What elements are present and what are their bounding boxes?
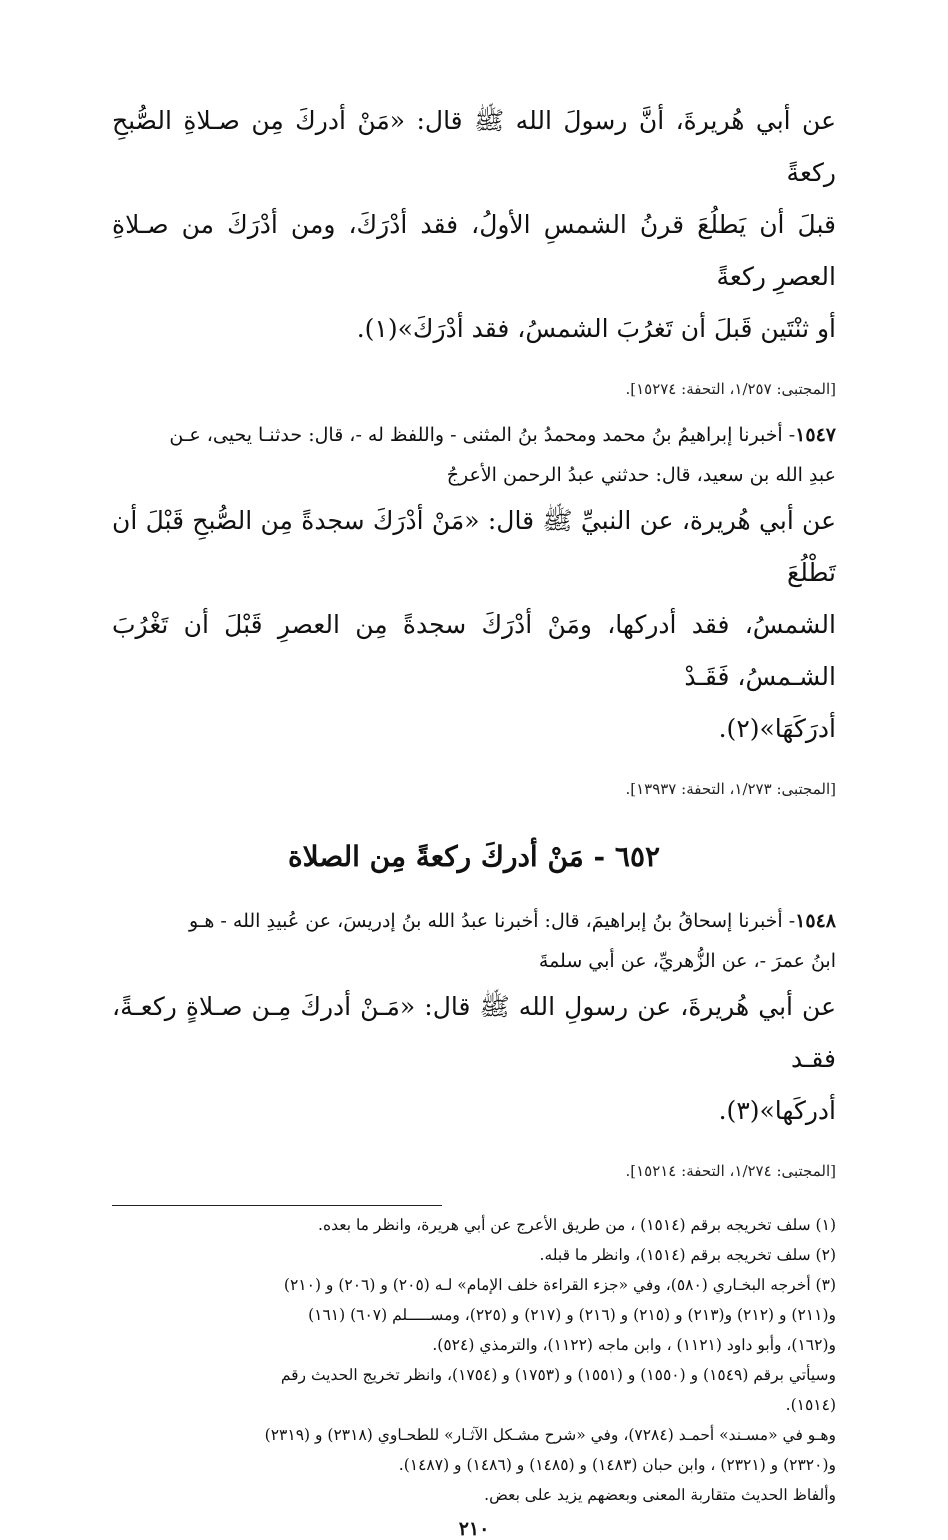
reference-note: [المجتبى: ١/٢٥٧، التحفة: ١٥٢٧٤]. [625, 380, 836, 398]
hadith-text-line: عن أبي هُريرةَ، أنَّ رسولَ الله ﷺ قال: «مَنْ أدركَ مِن صـلاةِ الصُّبحِ ركعةً [112, 106, 836, 187]
hadith-continuation [112, 95, 836, 355]
footnote-line: (١٥١٤). [785, 1396, 836, 1414]
hadith-text-line: الشمسُ، فقد أدركها، ومَنْ أدْرَكَ سجدةً مِن العصرِ قَبْلَ أن تَغْرُبَ الشـمسُ، فَقَـدْ [112, 610, 836, 691]
hadith-text-line: عن أبي هُريرةَ، عن رسولِ الله ﷺ قال: «مَـنْ أدركَ مِـن صـلاةٍ ركعـةً، فقـد [112, 992, 836, 1073]
hadith-text-line: قبلَ أن يَطلُعَ قرنُ الشمسِ الأولُ، فقد أدْرَكَ، ومن أدْرَكَ من صـلاةِ العصرِ ركعةً [112, 210, 836, 291]
chapter-heading [112, 835, 836, 879]
isnad-line: عبدِ الله بن سعيد، قال: حدثني عبدُ الرحمن الأعرجُ [446, 464, 836, 486]
footnote-line: (١) سلف تخريجه برقم (١٥١٤) ، من طريق الأعرج عن أبي هريرة، وانظر ما بعده. [318, 1216, 836, 1234]
footnote-line: (٣) أخرجه البخـاري (٥٨٠)، وفي «جزء القراءة خلف الإمام» لـه (٢٠٥) و (٢٠٦) و (٢١٠) [283, 1276, 836, 1294]
hadith-1547 [112, 415, 836, 755]
hadith-number: ١٥٤٨ [795, 910, 836, 932]
chapter-title: مَنْ أدركَ ركعةً مِن الصلاة [287, 840, 584, 873]
isnad-line [112, 415, 836, 455]
isnad-line [112, 901, 836, 941]
isnad-text: - أخبرنا إبراهيمُ بنُ محمد ومحمدُ بنُ المثنى - واللفظ له -، قال: حدثنـا يحيى، عـن [169, 424, 796, 446]
hadith-number: ١٥٤٧ [795, 424, 836, 446]
footnote-line: وسيأتي برقم (١٥٤٩) و (١٥٥٠) و (١٥٥١) و (١٧٥٣) و (١٧٥٤)، وانظر تخريج الحديث رقم [280, 1366, 836, 1384]
reference-note: [المجتبى: ١/٢٧٣، التحفة: ١٣٩٣٧]. [625, 780, 836, 798]
hadith-text-line: أدرَكَهَا»(٢). [718, 714, 836, 743]
isnad-text: - أخبرنا إسحاقُ بنُ إبراهيمَ، قال: أخبرنا عبدُ الله بنُ إدريسَ، عن عُبيدِ الله - هـو [188, 910, 796, 932]
hadith-text-line: أو ثنْتَين قَبلَ أن تَغرُبَ الشمسُ، فقد أدْرَكَ»(١). [356, 314, 836, 343]
footnote-line: وألفاظ الحديث متقاربة المعنى وبعضهم يزيد على بعض. [484, 1486, 836, 1504]
isnad-line: ابنُ عمرَ -، عن الزُّهريِّ، عن أبي سلمةَ [538, 950, 836, 972]
page-number: ٢١٠ [458, 1518, 490, 1540]
footnote-line: وهـو في «مسـند» أحمـد (٧٢٨٤)، وفي «شرح مشـكل الآثـار» للطحـاوي (٢٣١٨) و (٢٣١٩) [264, 1426, 836, 1444]
chapter-separator: - [593, 840, 606, 873]
footnote-line: و(٢١١) و (٢١٢) و(٢١٣) و (٢١٥) و (٢١٦) و (٢١٧) و (٢٢٥)، ومســـــلم (٦٠٧) (١٦١) [308, 1306, 836, 1324]
reference-note: [المجتبى: ١/٢٧٤، التحفة: ١٥٢١٤]. [625, 1162, 836, 1180]
hadith-1548 [112, 901, 836, 1137]
footnote-line: (٢) سلف تخريجه برقم (١٥١٤)، وانظر ما قبله. [539, 1246, 836, 1264]
footnote-line: و(١٦٢)، وأبو داود (١١٢١) ، وابن ماجه (١١٢٢)، والترمذي (٥٢٤). [432, 1336, 836, 1354]
chapter-number: ٦٥٢ [614, 840, 661, 873]
footnotes [112, 1210, 836, 1510]
hadith-text-line: أدركَها»(٣). [718, 1096, 836, 1125]
footnote-divider [112, 1205, 442, 1206]
footnote-line: و(٢٣٢٠) و (٢٣٢١) ، وابن حبان (١٤٨٣) و (١٤٨٥) و (١٤٨٦) و (١٤٨٧). [398, 1456, 836, 1474]
hadith-text-line: عن أبي هُريرة، عن النبيِّ ﷺ قال: «مَنْ أدْرَكَ سجدةً مِن الصُّبحِ قَبْلَ أن تَطْلُعَ [112, 506, 836, 587]
